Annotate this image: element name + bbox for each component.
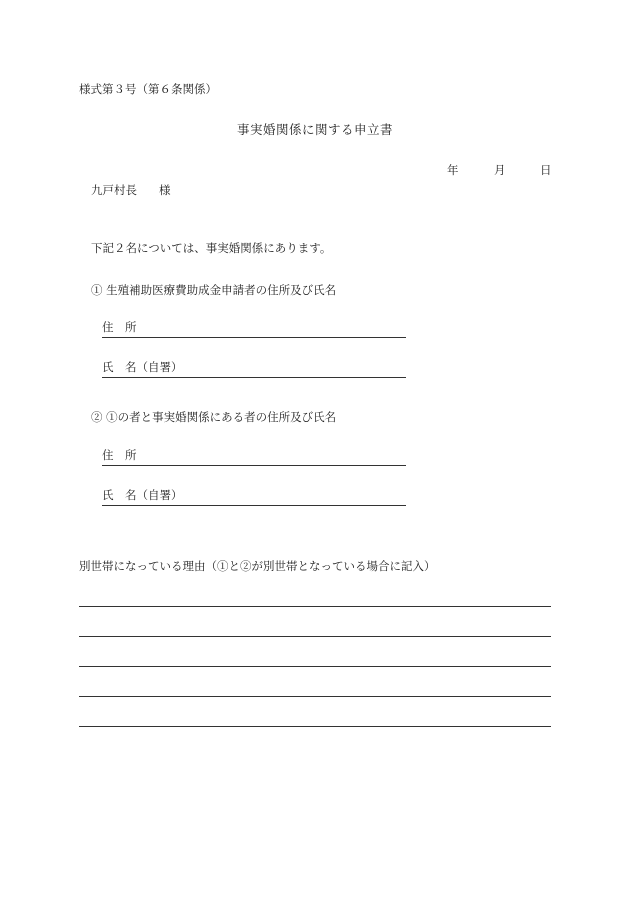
section1-heading: ① 生殖補助医療費助成金申請者の住所及び氏名	[91, 283, 337, 297]
reason-label: 別世帯になっている理由（①と②が別世帯となっている場合に記入）	[79, 559, 436, 573]
section1-address-label: 住 所	[102, 320, 137, 334]
addressee-name: 九戸村長	[91, 183, 137, 197]
reason-line-5[interactable]	[79, 726, 551, 727]
section2-name-label: 氏 名（自署）	[102, 488, 183, 502]
form-number: 様式第３号（第６条関係）	[79, 82, 217, 96]
section2-name-field[interactable]	[102, 490, 406, 506]
section2-heading: ② ①の者と事実婚関係にある者の住所及び氏名	[91, 410, 337, 424]
section1-address-field[interactable]	[102, 322, 406, 338]
date-month-label: 月	[494, 163, 506, 177]
reason-line-4[interactable]	[79, 696, 551, 697]
addressee-honorific: 様	[159, 183, 171, 197]
section2-address-field[interactable]	[102, 450, 406, 466]
addressee	[91, 185, 171, 197]
intro-statement: 下記２名については、事実婚関係にあります。	[91, 241, 332, 255]
document-title: 事実婚関係に関する申立書	[236, 122, 393, 137]
date-day-label: 日	[540, 163, 552, 177]
section1-name-field[interactable]	[102, 362, 406, 378]
reason-line-1[interactable]	[79, 606, 551, 607]
date-year-label: 年	[447, 163, 459, 177]
reason-line-2[interactable]	[79, 636, 551, 637]
section2-address-label: 住 所	[102, 448, 137, 462]
section1-name-label: 氏 名（自署）	[102, 360, 183, 374]
reason-line-3[interactable]	[79, 666, 551, 667]
